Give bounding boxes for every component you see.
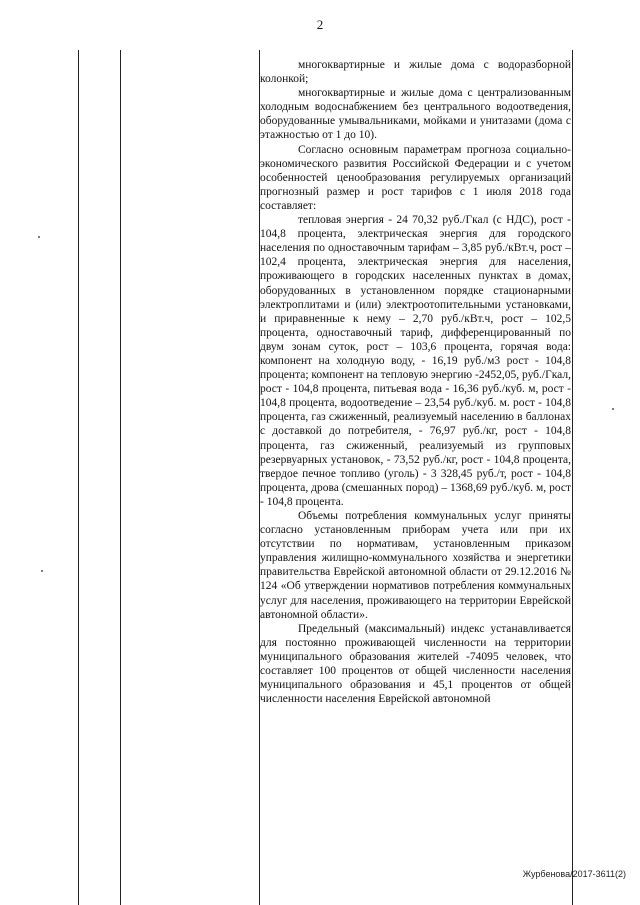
paragraph: Объемы потребления коммунальных услуг приняты согласно установленным приборам учета или при их отсутствии по нормативам, установленным приказом управления жилищно-коммунального хозяйства и энергетики правительства Еврейской автономной области от 29.12.2016 № 124 «Об утверждении нормативов потребления коммунальных услуг для населения, проживающего на территории Еврейской автономной области». (260, 510, 571, 621)
paragraph: Согласно основным параметрам прогноза социально-экономического развития Российской Федерации и с учетом особенностей ценообразования регулируемых организаций прогнозный размер и рост тарифов с 1 июля 2018 года составляет: (260, 143, 571, 212)
table-border-right (572, 50, 573, 905)
paragraph: многоквартирные и жилые дома с водоразборной колонкой; (260, 59, 571, 86)
table-border-left (78, 50, 79, 905)
paragraph: Предельный (максимальный) индекс устанавливается для постоянно проживающей численности на территории муниципального образования жителей -74095 человек, что составляет 100 процентов от общей численности населения муниципального образования и 45,1 процентов от общей численности населения Еврейской автономной (260, 622, 571, 706)
table-column-divider (120, 50, 121, 905)
document-body (260, 58, 571, 706)
scan-speck (612, 408, 614, 410)
paragraph: тепловая энергия - 24 70,32 руб./Гкал (с НДС), рост - 104,8 процента, электрическая энергия для городского населения по одноставочным тарифам – 3,85 руб./кВт.ч, рост – 102,4 процента, электрическая энергия для населения, проживающего в городских населенных пунктах в домах, оборудованных в установленном порядке стационарными электроплитами и (или) электроотопительными установками, и приравненные к нему – 2,70 руб./кВт.ч, рост – 102,5 процента, одноставочный тариф, дифференцированный по двум зонам суток, рост – 103,6 процента, горячая вода: компонент на холодную воду, - 16,19 руб./м3 рост - 104,8 процента; компонент на тепловую энергию -2452,05, руб./Гкал, рост - 104,8 процента, питьевая вода - 16,36 руб./куб. м, рост - 104,8 процента, водоотведение – 23,54 руб./куб. м. рост - 104,8 процента, газ сжиженный, реализуемый населению в баллонах с доставкой до потребителя, - 76,97 руб./кг, рост - 104,8 процента, газ сжиженный, реализуемый из групповых резервуарных установок, - 73,52 руб./кг, рост - 104,8 процента, твердое печное топливо (уголь) - 3 328,45 руб./т, рост - 104,8 процента, дрова (смешанных пород) – 1368,69 руб./куб. м, рост - 104,8 процента. (260, 214, 571, 508)
paragraph: многоквартирные и жилые дома с централизованным холодным водоснабжением без центрального водоотведения, оборудованные умывальниками, мойками и унитазами (дома с этажностью от 1 до 10). (260, 87, 571, 142)
footer-code: Журбенова/2017-3611(2) (522, 869, 626, 879)
page-number: 2 (316, 17, 324, 32)
scan-speck (38, 236, 40, 238)
scan-speck (41, 570, 43, 572)
